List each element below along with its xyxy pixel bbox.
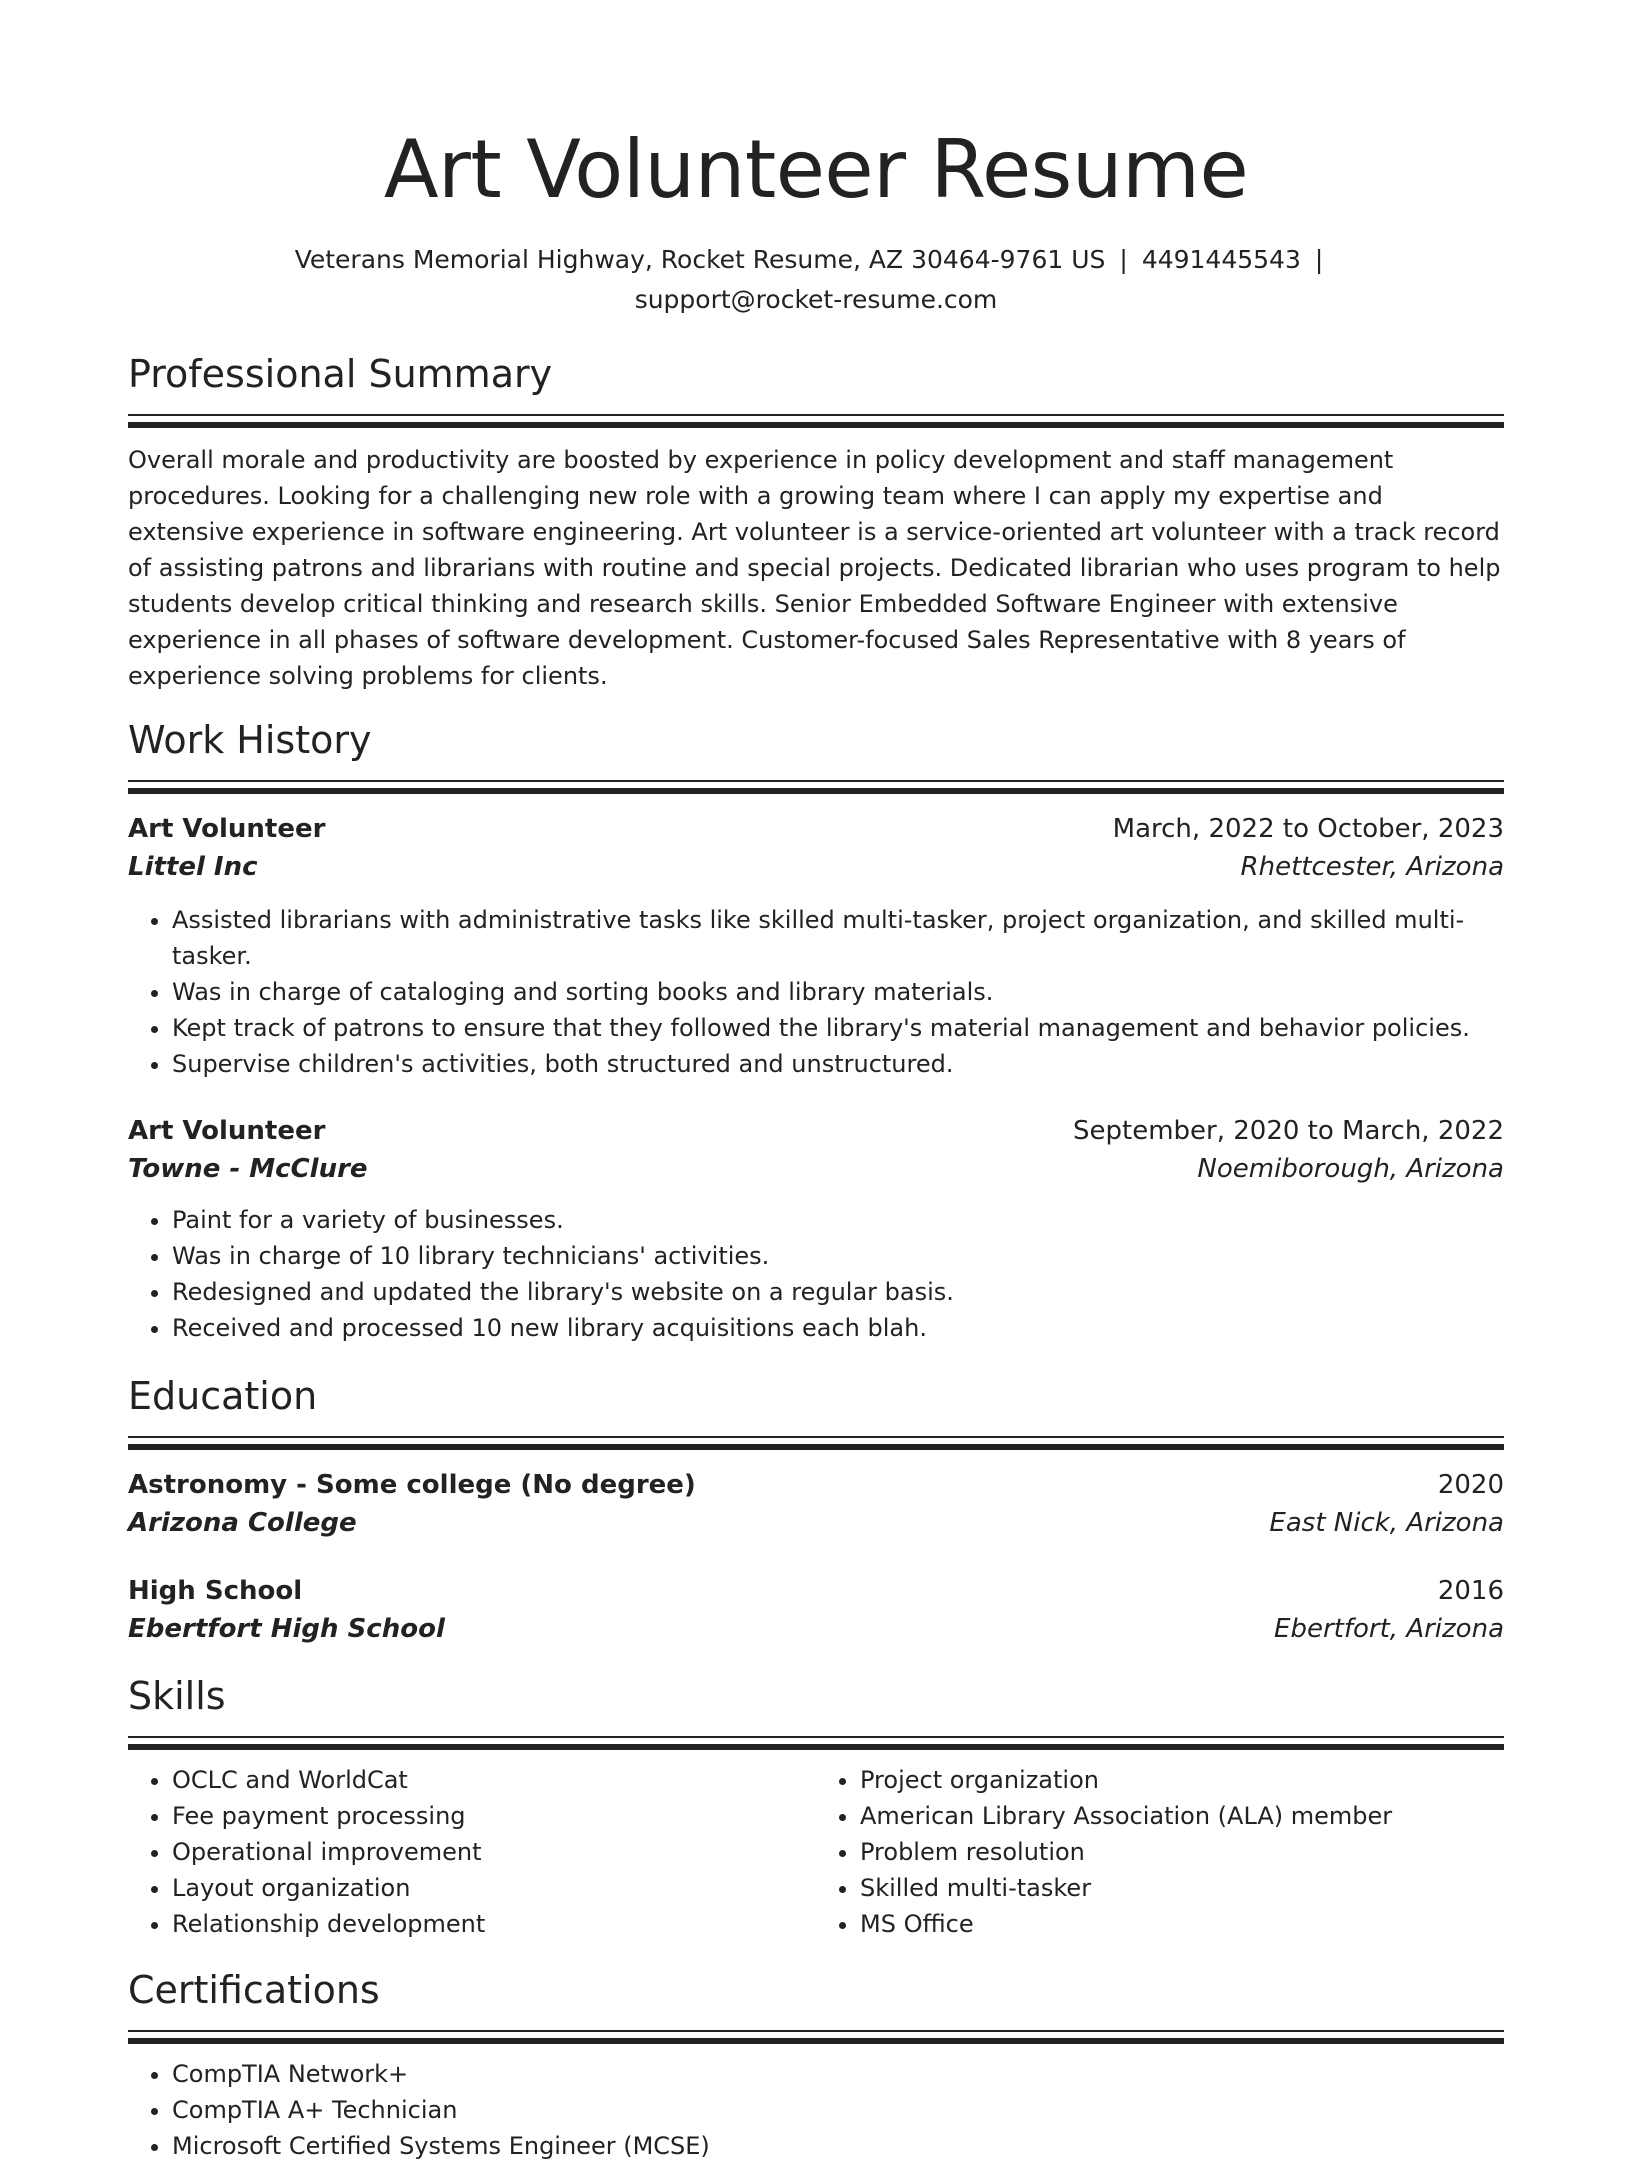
list-item: • Paint for a variety of businesses.: [172, 1202, 1504, 1238]
section-rule: [128, 1436, 1504, 1450]
education-year: 2016: [1437, 1576, 1504, 1606]
job-bullets: [128, 902, 1504, 1082]
skills-list-left: [128, 1762, 816, 1942]
job-dates: September, 2020 to March, 2022: [1073, 1116, 1504, 1146]
summary-text: Overall morale and productivity are boosted by experience in policy development and staff management procedures. Looking for a challenging new role with a growing team where I can apply my expertise and extensive experience in software engineering. Art volunteer is a service-oriented art volunteer with a track record of assisting patrons and librarians with routine and special projects. Dedicated librarian who uses program to help students develop critical thinking and research skills. Senior Embedded Software Engineer with extensive experience in all phases of software development. Customer-focused Sales Representative with 8 years of experience solving problems for clients.: [128, 446, 1501, 690]
job-location: Rhettcester, Arizona: [1240, 852, 1504, 882]
section-rule: [128, 780, 1504, 794]
job-bullets: [128, 1202, 1504, 1346]
job-entry: [128, 1112, 1504, 1346]
school-name: Ebertfort High School: [128, 1614, 445, 1644]
phone: 4491445543: [1141, 245, 1301, 274]
education-entry: [128, 1466, 1504, 1542]
resume-page: [128, 0, 1504, 2164]
list-item: • Received and processed 10 new library acquisitions each blah.: [172, 1310, 1504, 1346]
work-section: [128, 716, 1504, 1346]
email: support@rocket-resume.com: [634, 285, 998, 314]
list-item: • Was in charge of cataloging and sorting books and library materials.: [172, 974, 1504, 1010]
list-item: • Fee payment processing: [172, 1798, 816, 1834]
list-item: • Problem resolution: [860, 1834, 1504, 1870]
list-item: • Kept track of patrons to ensure that they followed the library's material management and behavior policies.: [172, 1010, 1504, 1046]
job-dates: March, 2022 to October, 2023: [1112, 814, 1504, 844]
job-title: Art Volunteer: [128, 1116, 326, 1146]
list-item: • Microsoft Certified Systems Engineer (MCSE): [172, 2128, 1504, 2164]
resume-title: Art Volunteer Resume: [383, 123, 1249, 216]
section-heading: Certifications: [128, 1968, 380, 2012]
skills-list-right: [816, 1762, 1504, 1942]
list-item: • Supervise children's activities, both structured and unstructured.: [172, 1046, 1504, 1082]
address: Veterans Memorial Highway, Rocket Resume, AZ 30464-9761 US: [294, 245, 1106, 274]
list-item: • Layout organization: [172, 1870, 816, 1906]
list-item: • American Library Association (ALA) member: [860, 1798, 1504, 1834]
list-item: • CompTIA Network+: [172, 2056, 1504, 2092]
section-heading: Work History: [128, 718, 372, 762]
summary-section: [128, 350, 1504, 694]
section-rule: [128, 1736, 1504, 1750]
school-location: East Nick, Arizona: [1269, 1508, 1504, 1538]
list-item: • MS Office: [860, 1906, 1504, 1942]
section-heading: Professional Summary: [128, 352, 553, 396]
job-entry: [128, 810, 1504, 1082]
section-rule: [128, 414, 1504, 428]
degree: Astronomy - Some college (No degree): [128, 1470, 696, 1500]
education-year: 2020: [1437, 1470, 1504, 1500]
list-item: • Was in charge of 10 library technicians' activities.: [172, 1238, 1504, 1274]
degree: High School: [128, 1576, 303, 1606]
list-item: • Operational improvement: [172, 1834, 816, 1870]
company-name: Littel Inc: [128, 852, 258, 882]
list-item: • OCLC and WorldCat: [172, 1762, 816, 1798]
list-item: • Skilled multi-tasker: [860, 1870, 1504, 1906]
certifications-list: [128, 2056, 1504, 2164]
school-location: Ebertfort, Arizona: [1274, 1614, 1504, 1644]
section-rule: [128, 2030, 1504, 2044]
list-item: • Relationship development: [172, 1906, 816, 1942]
section-heading: Skills: [128, 1674, 226, 1718]
list-item: • Assisted librarians with administrative tasks like skilled multi-tasker, project organization, and skilled multi-tasker.: [172, 902, 1504, 974]
certifications-section: [128, 1966, 1504, 2164]
education-entry: [128, 1572, 1504, 1648]
list-item: • Project organization: [860, 1762, 1504, 1798]
separator: |: [1119, 245, 1128, 274]
contact-line: [286, 240, 1346, 320]
separator: |: [1314, 245, 1324, 274]
section-heading: Education: [128, 1374, 318, 1418]
school-name: Arizona College: [128, 1508, 357, 1538]
job-location: Noemiborough, Arizona: [1197, 1154, 1504, 1184]
company-name: Towne - McClure: [128, 1154, 368, 1184]
list-item: • Redesigned and updated the library's website on a regular basis.: [172, 1274, 1504, 1310]
education-section: [128, 1372, 1504, 1648]
list-item: • CompTIA A+ Technician: [172, 2092, 1504, 2128]
skills-section: [128, 1672, 1504, 1942]
job-title: Art Volunteer: [128, 814, 326, 844]
